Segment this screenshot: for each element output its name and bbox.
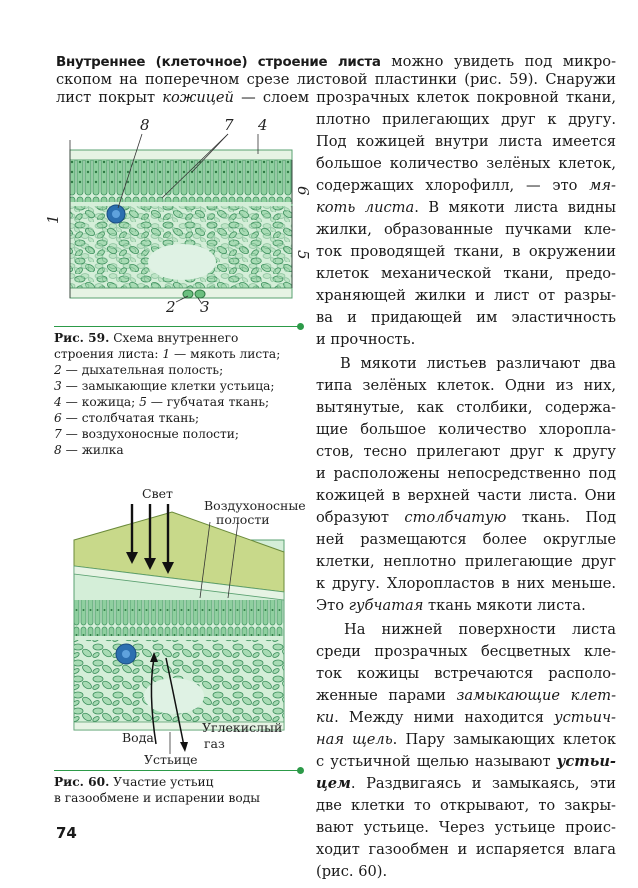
text-line: скопом на поперечном срезе листовой пластинки (рис. 59). Снаружи [56,71,616,88]
figure-caption: Рис. 59. Схема внутреннего [54,331,239,345]
figure-caption: 2 — дыхательная полость; [54,363,224,377]
caption-separator [54,326,300,327]
text-line: плотно прилегающих друг к другу. [316,111,616,128]
text-line: ходит газообмен и испаряется влага [316,841,616,858]
text-line: жилки, образованные пучками кле- [316,221,616,238]
text-line: коть листа. В мякоти листа видны [316,199,617,216]
stoma-gas-exchange-figure [52,482,310,768]
term: кожицей [162,89,234,106]
text-line: клетки, неплотно прилегающие друг [316,553,616,570]
figure-label-air: Воздухоносные [204,498,306,513]
text-line: вают устьице. Через устьице проис- [316,819,616,836]
term: ная щель [316,731,393,748]
term: замыкающие клет- [456,687,617,704]
figure-caption: Рис. 60. Участие устьиц [54,775,214,789]
figure-label: 7 [224,116,234,134]
caption-separator [54,770,300,771]
term: мя- [589,177,616,194]
term: устьич- [554,709,616,726]
caption-title: Рис. 60. [54,775,110,789]
text-line: клеток механической ткани, предо- [316,265,616,282]
text-line: вытянутые, как столбики, содержа- [316,399,616,416]
figure-label: 3 [200,298,210,316]
figure-label-light: Свет [142,486,173,501]
figure-label: 1 [44,214,62,224]
text-line: две клетки то открывают, то закры- [316,797,616,814]
text-line: цем. Раздвигаясь и замыкаясь, эти [316,775,616,792]
text-line: Это губчатая ткань мякоти листа. [316,597,586,614]
caption-title: Рис. 59. [54,331,110,345]
text-line: В мякоти листьев различают два [340,355,616,372]
figure-label-water: Вода [122,730,154,745]
text-line: ней размещаются более округлые [316,531,616,548]
text-line: ва и придающей им эластичность [316,309,616,326]
figure-label: 5 [294,250,312,260]
page-number: 74 [56,824,77,842]
figure-label-co2: Углекислый [202,720,283,735]
figure-label: 2 [166,298,176,316]
text-line: и прочность. [316,331,416,348]
figure-label-stoma: Устьице [144,752,198,767]
figure-caption: 4 — кожица; 5 — губчатая ткань; [54,395,270,409]
text-line: женные парами замыкающие клет- [316,687,617,704]
figure-caption: 8 — жилка [54,443,124,457]
text-line: ток кожицы встречаются располо- [316,665,616,682]
term: столбчатую [404,509,507,526]
text-line: содержащих хлорофилл, — это мя- [316,177,616,194]
text-line: большое количество зелёных клеток, [316,155,616,172]
figure-label: 8 [140,116,150,134]
figure-caption: 6 — столбчатая ткань; [54,411,200,425]
text-line: На нижней поверхности листа [344,621,616,638]
text-line: ная щель. Пару замыкающих клеток [316,731,616,748]
leaf-cross-section-figure [44,112,312,322]
text-line: ки. Между ними находится устьич- [316,709,616,726]
term: губчатая [348,597,424,614]
text-line: щие большое количество хлоропла- [316,421,616,438]
figure-caption: 3 — замыкающие клетки устьица; [54,379,275,393]
figure-label-co2: газ [204,736,225,751]
figure-caption: в газообмене и испарении воды [54,791,260,805]
text-line: (рис. 60). [316,863,388,880]
figure-label: 4 [258,116,268,134]
term: устьи- [556,753,616,770]
separator-dot [297,767,304,774]
separator-dot [297,323,304,330]
text-line: с устьичной щелью называют устьи- [316,753,616,770]
figure-label: 6 [294,186,312,196]
term: ки [316,709,335,726]
term: цем [316,775,351,792]
text-line: и расположены непосредственно под [316,465,616,482]
text-line: лист покрыт кожицей — слоем прозрачных клеток покровной ткани, [56,89,616,106]
text-line: Внутреннее (клеточное) строение листа можно увидеть под микро- [56,53,616,70]
section-heading: Внутреннее (клеточное) строение листа [56,55,381,70]
text-line: кожицей в верхней части листа. Они [316,487,616,504]
text-line: образуют столбчатую ткань. Под [316,509,616,526]
figure-caption: 7 — воздухоносные полости; [54,427,239,441]
text-line: к другу. Хлоропластов в них меньше. [316,575,616,592]
text-line: храняющей жилки и лист от разры- [316,287,616,304]
text-line: стов, тесно прилегают друг к другу [316,443,616,460]
figure-caption: строения листа: 1 — мякоть листа; [54,347,281,361]
term: коть листа [316,199,415,216]
text-line: ток проводящей ткани, в окружении [316,243,616,260]
text-line: типа зелёных клеток. Одни из них, [316,377,616,394]
text-line: Под кожицей внутри листа имеется [316,133,616,150]
text-line: среди прозрачных бесцветных кле- [316,643,616,660]
figure-label-air: полости [216,512,270,527]
